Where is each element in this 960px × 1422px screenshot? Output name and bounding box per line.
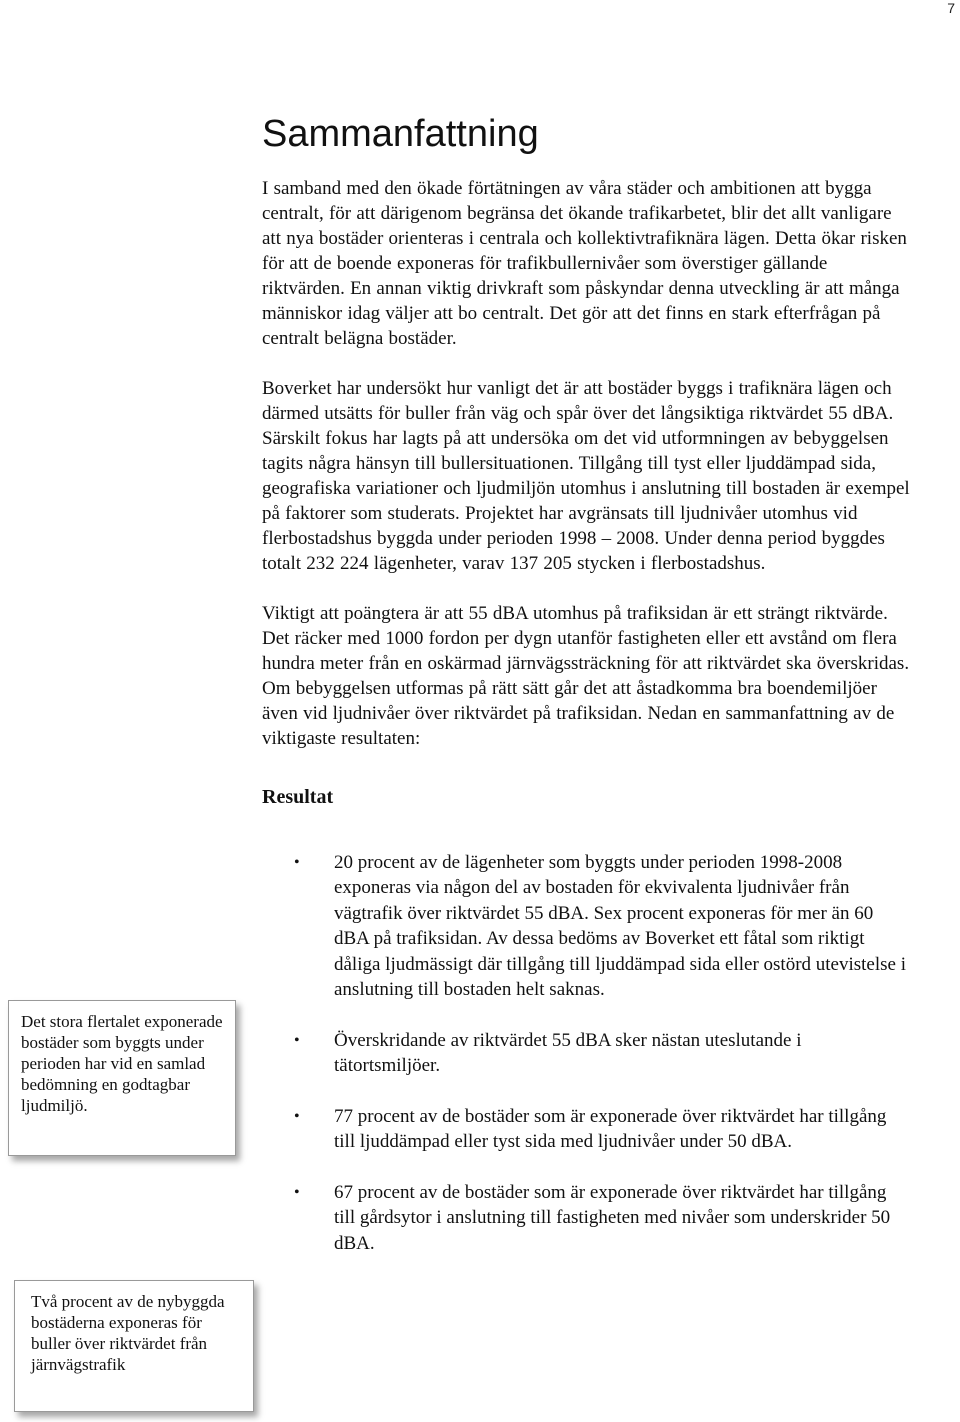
result-text: 67 procent av de bostäder som är exponerade över riktvärdet har tillgång till gårdsytor i anslutning till fastigheten med nivåer som underskrider 50 dBA. (334, 1181, 891, 1254)
method-paragraph: Boverket har undersökt hur vanligt det är att bostäder byggs i trafiknära lägen och därmed utsätts för buller från väg och spår över det långsiktiga riktvärdet 55 dBA. Särskilt fokus har lagts på att undersöka om det vid utformningen av bebyggelsen tagits några hänsyn till bullersituationen. Tillgång till tyst eller ljuddämpad sida, geografiska variationer och ljudmiljön utomhus i anslutning till bostaden är exempel på faktorer som studerats. Projektet har avgränsats till ljudnivåer utomhus vid flerbostadshus byggda under perioden 1998 – 2008. Under denna period byggdes totalt 232 224 lägenheter, varav 137 205 stycken i flerbostadshus. (262, 377, 910, 574)
results-heading: Resultat (262, 785, 334, 808)
page-number: 7 (947, 0, 955, 16)
note-paragraph: Viktigt att poängtera är att 55 dBA utomhus på trafiksidan är ett strängt riktvärde. Det räcker med 1000 fordon per dygn utanför fastigheten eller ett avstånd om flera hundra meter från en oskärmad järnvägssträckning för att riktvärdet ska överskridas. Om bebyggelsen utformas på rätt sätt går det att åstadkomma bra boendemiljöer även vid ljudnivåer över riktvärdet på trafiksidan. Nedan en sammanfattning av de viktigaste resultaten: (262, 602, 910, 749)
bullet-icon: • (294, 1107, 300, 1125)
main-content (262, 112, 912, 1281)
result-item (262, 1028, 910, 1079)
bullet-icon: • (294, 853, 300, 871)
margin-note-box: Det stora flertalet exponerade bostäder som byggts under perioden har vid en samlad bedömning en godtagbar ljudmiljö. (8, 1000, 236, 1156)
result-item (262, 1180, 910, 1257)
intro-paragraph: I samband med den ökade förtätningen av våra städer och ambitionen att bygga centralt, för att därigenom begränsa det ökande trafikarbetet, blir det allt vanligare att nya bostäder orienteras i centrala och kollektivtrafiknära lägen. Detta ökar risken för att de boende exponeras för trafikbullernivåer som överstiger gällande riktvärden. En annan viktig drivkraft som påskyndar denna utveckling är att många människor idag väljer att bo centralt. Det gör att det finns en stark efterfrågan på centralt belägna bostäder. (262, 177, 907, 349)
result-item (262, 1104, 910, 1155)
page-title: Sammanfattning (262, 113, 539, 155)
result-text: 77 procent av de bostäder som är exponerade över riktvärdet har tillgång till ljuddämpad eller tyst sida med ljudnivåer under 50 dBA. (334, 1105, 887, 1153)
margin-note-box: Två procent av de nybyggda bostäderna exponeras för buller över riktvärdet från järnvägstrafik (14, 1280, 254, 1412)
bullet-icon: • (294, 1183, 300, 1201)
result-text: Överskridande av riktvärdet 55 dBA sker nästan uteslutande i tätortsmiljöer. (334, 1029, 802, 1077)
bullet-icon: • (294, 1031, 300, 1049)
result-text: 20 procent av de lägenheter som byggts under perioden 1998-2008 exponeras via någon del av bostaden för ekvivalenta ljudnivåer från vägtrafik över riktvärdet 55 dBA. Sex procent exponeras för mer än 60 dBA på trafiksidan. Av dessa bedöms av Boverket ett fåtal som riktigt dåliga ljudmässigt där tillgång till ljuddämpad sida eller ostörd utevistelse i anslutning till bostaden helt saknas. (334, 851, 907, 1001)
results-list (262, 850, 912, 1257)
result-item (262, 850, 910, 1003)
